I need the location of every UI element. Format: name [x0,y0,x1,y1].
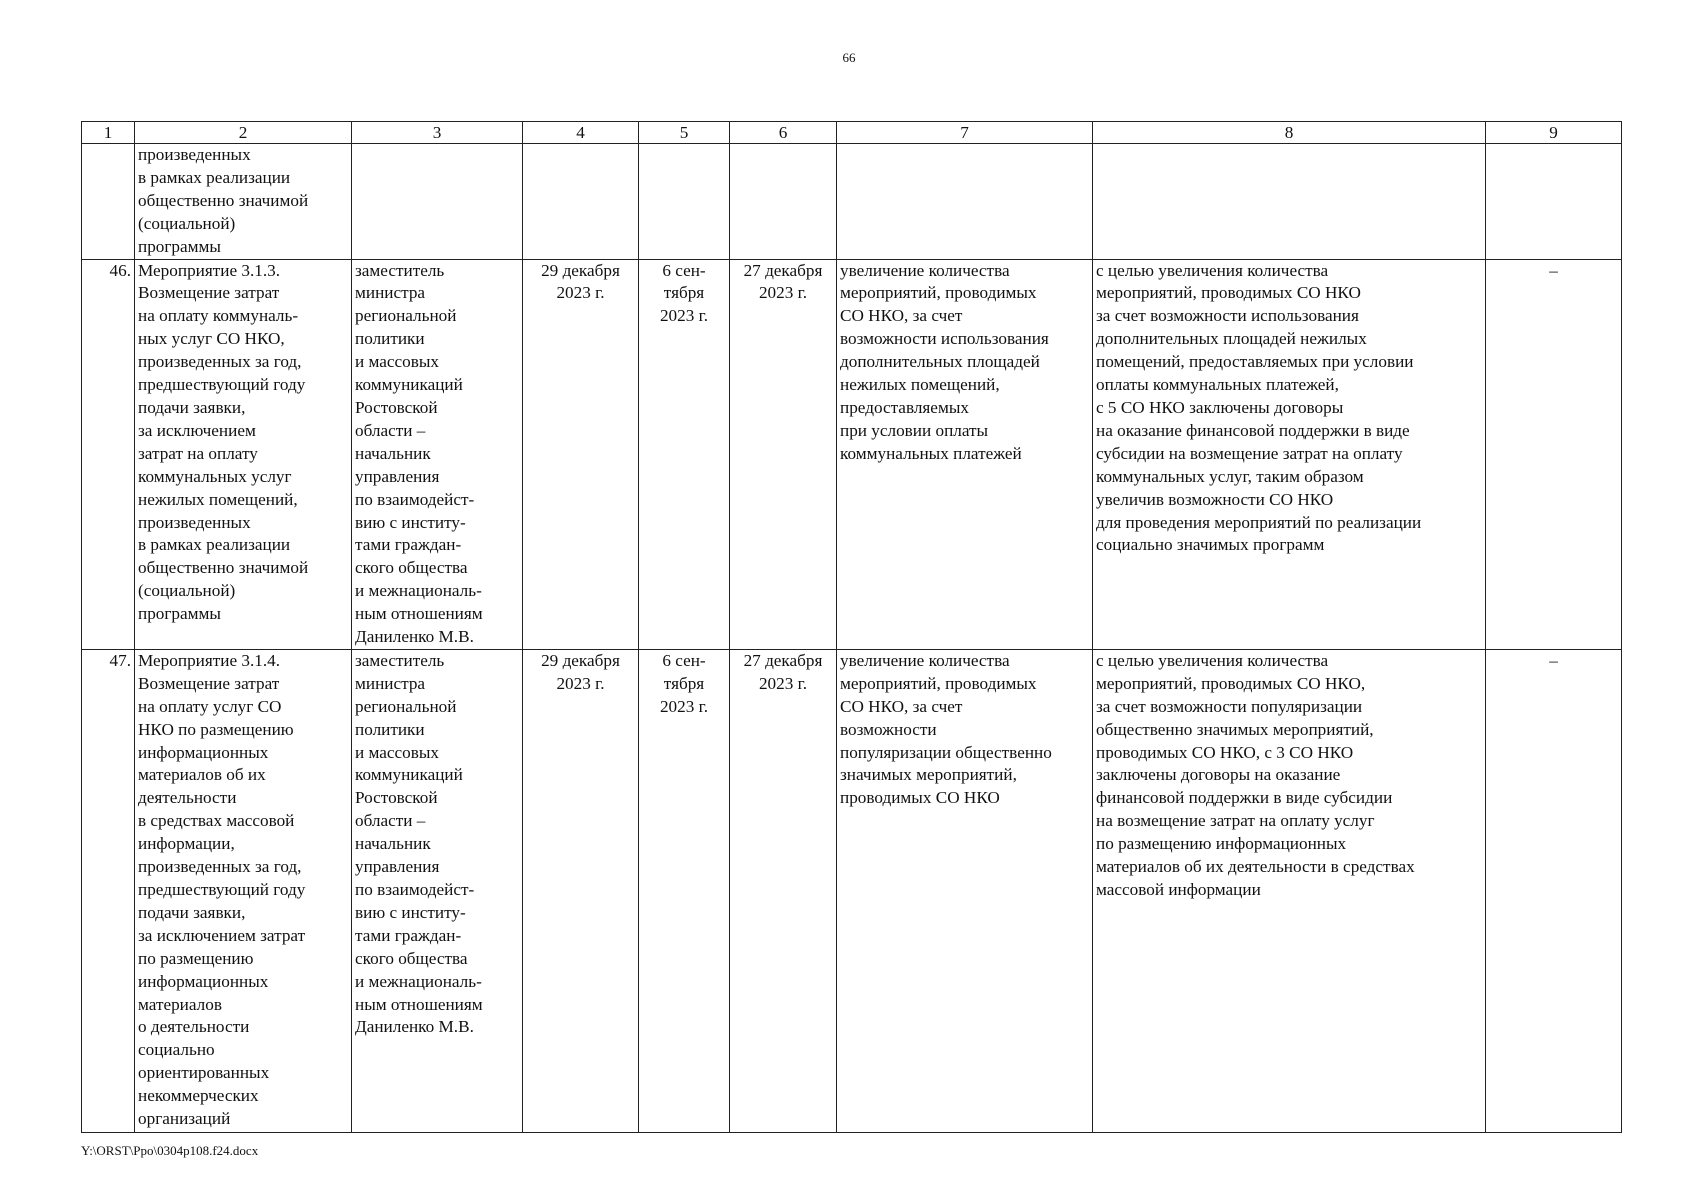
continuation-note-cell [1486,144,1622,260]
column-number-4: 4 [523,122,639,144]
continuation-row [82,144,1622,260]
planned-date: 29 декабря 2023 г. [523,259,639,649]
note: – [1486,259,1622,649]
continuation-expected-result-cell [837,144,1093,260]
actual-result: с целью увеличения количества мероприятий, проводимых СО НКО за счет возможности использования дополнительных площадей нежилых помещений, предоставляемых при условии оплаты коммунальных платежей, с 5 СО НКО заключены договоры на оказание финансовой поддержки в виде субсидии на возмещение затрат на оплату коммунальных услуг, таким образом увеличив возможности СО НКО для проведения мероприятий по реализации социально значимых программ [1093,259,1486,649]
column-number-3: 3 [352,122,523,144]
column-number-5: 5 [639,122,730,144]
measure-name: Мероприятие 3.1.4. Возмещение затрат на оплату услуг СО НКО по размещению информационных материалов об их деятельности в средствах массовой информации, произведенных за год, предшествующий году подачи заявки, за исключением затрат по размещению информационных материалов о деятельности социально ориентированных некоммерческих организаций [135,649,352,1132]
continuation-date-end-cell [730,144,837,260]
actual-end-date: 27 декабря 2023 г. [730,649,837,1132]
table-row [82,259,1622,649]
actual-result: с целью увеличения количества мероприятий, проводимых СО НКО, за счет возможности популяризации общественно значимых мероприятий, проводимых СО НКО, с 3 СО НКО заключены договоры на оказание финансовой поддержки в виде субсидии на возмещение затрат на оплату услуг по размещению информационных материалов об их деятельности в средствах массовой информации [1093,649,1486,1132]
expected-result: увеличение количества мероприятий, проводимых СО НКО, за счет возможности популяризации общественно значимых мероприятий, проводимых СО НКО [837,649,1093,1132]
continuation-num-cell [82,144,135,260]
column-number-8: 8 [1093,122,1486,144]
note: – [1486,649,1622,1132]
column-number-7: 7 [837,122,1093,144]
file-path-footer: Y:\ORST\Ppo\0304p108.f24.docx [81,1143,259,1158]
responsible-executor: заместитель министра региональной политики и массовых коммуникаций Ростовской области – начальник управления по взаимодейст- вию с институ- тами граждан- ского общества и межнациональ- ным отношениям Даниленко М.В. [352,259,523,649]
report-table [81,121,1622,1133]
row-number: 46. [82,259,135,649]
planned-date: 29 декабря 2023 г. [523,649,639,1132]
page-number: 66 [842,50,856,65]
column-number-6: 6 [730,122,837,144]
continuation-actual-result-cell [1093,144,1486,260]
row-number: 47. [82,649,135,1132]
continuation-date-start-cell [639,144,730,260]
continuation-responsible-cell [352,144,523,260]
measure-name: Мероприятие 3.1.3. Возмещение затрат на оплату коммуналь- ных услуг СО НКО, произведенных за год, предшествующий году подачи заявки, за исключением затрат на оплату коммунальных услуг нежилых помещений, произведенных в рамках реализации общественно значимой (социальной) программы [135,259,352,649]
column-number-2: 2 [135,122,352,144]
column-number-9: 9 [1486,122,1622,144]
expected-result: увеличение количества мероприятий, проводимых СО НКО, за счет возможности использования дополнительных площадей нежилых помещений, предоставляемых при условии оплаты коммунальных платежей [837,259,1093,649]
table-row [82,649,1622,1132]
actual-end-date: 27 декабря 2023 г. [730,259,837,649]
responsible-executor: заместитель министра региональной политики и массовых коммуникаций Ростовской области – начальник управления по взаимодейст- вию с институ- тами граждан- ского общества и межнациональ- ным отношениям Даниленко М.В. [352,649,523,1132]
continuation-name-cell: произведенных в рамках реализации общественно значимой (социальной) программы [135,144,352,260]
continuation-date-planned-cell [523,144,639,260]
column-number-header-row [82,122,1622,144]
actual-start-date: 6 сен- тября 2023 г. [639,259,730,649]
column-number-1: 1 [82,122,135,144]
actual-start-date: 6 сен- тября 2023 г. [639,649,730,1132]
